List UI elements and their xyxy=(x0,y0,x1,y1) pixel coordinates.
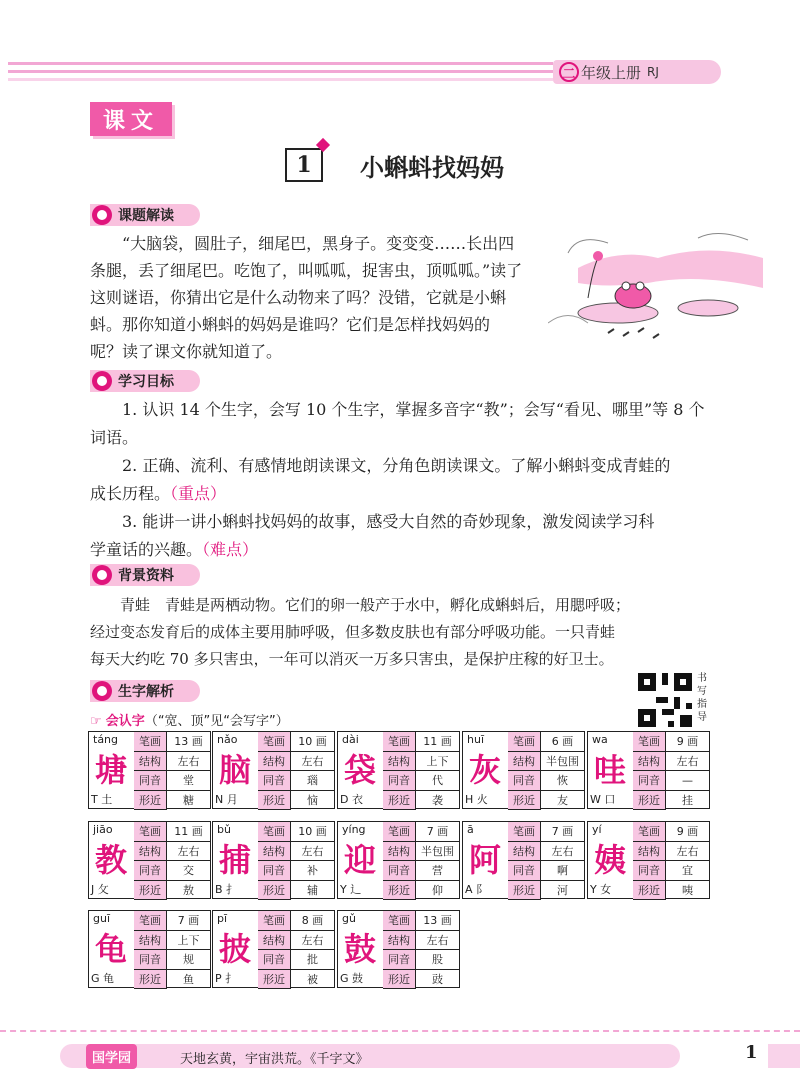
index-letter: P 扌 xyxy=(215,972,237,985)
stroke-count: 9 画 xyxy=(666,822,710,841)
chars-heading: 生字解析 xyxy=(90,680,200,702)
char-info-table: 笔画 10 画 结构 左右 同音 补 形近 辅 xyxy=(258,822,334,900)
index-letter: W 口 xyxy=(590,793,616,806)
similar-char: 友 xyxy=(557,794,568,807)
pinyin: dài xyxy=(342,733,359,746)
stroke-count: 11 画 xyxy=(167,822,211,841)
homophone: 交 xyxy=(167,861,211,881)
pinyin: yí xyxy=(592,823,602,836)
goals-heading: 学习目标 xyxy=(90,370,200,392)
char-card xyxy=(587,731,710,809)
char-info-table: 笔画 6 画 结构 半包围 同音 恢 形近 友 xyxy=(508,732,584,810)
stroke-count: 10 画 xyxy=(291,732,335,751)
background-heading: 背景资料 xyxy=(90,564,200,586)
structure: 左右 xyxy=(167,841,211,861)
pinyin: guī xyxy=(93,912,111,925)
pinyin: wa xyxy=(592,733,608,746)
stroke-count: 11 画 xyxy=(416,732,460,751)
pinyin: bǔ xyxy=(217,823,231,836)
qr-caption: 书写指导 xyxy=(697,673,707,723)
char-card xyxy=(212,821,335,899)
guoxue-badge: 国学园 xyxy=(66,1044,156,1068)
char-info-table: 笔画 7 画 结构 半包围 同音 营 形近 仰 xyxy=(383,822,459,900)
background-text: 青蛙 青蛙是两栖动物。它们的卵一般产于水中，孵化成蝌蚪后，用腮呼吸； 经过变态发育后的成体主要用肺呼吸，但多数皮肤也有部分呼吸功能。一只青蛙 每天大约吃 70 多只害虫，一年可以消灭一万多只害虫，是保护庄稼的好卫士。 xyxy=(90,596,631,668)
structure: 左右 xyxy=(291,930,335,950)
similar-char: 袭 xyxy=(432,794,443,807)
char-card xyxy=(462,821,585,899)
character: 塘 xyxy=(94,751,127,789)
index-letter: N 月 xyxy=(215,793,238,806)
similar-char: 仰 xyxy=(432,884,443,897)
char-card xyxy=(337,821,460,899)
char-info-table: 笔画 13 画 结构 左右 同音 股 形近 豉 xyxy=(383,911,459,989)
similar-char: 咦 xyxy=(682,884,693,897)
page-number: 1 xyxy=(745,1042,758,1063)
homophone: 宜 xyxy=(666,861,710,881)
similar-char: 辅 xyxy=(307,884,318,897)
structure: 左右 xyxy=(666,751,710,771)
homophone: 批 xyxy=(291,950,335,970)
index-letter: H 火 xyxy=(465,793,488,806)
smiley-icon xyxy=(92,565,112,585)
similar-char: 挂 xyxy=(682,794,693,807)
structure: 上下 xyxy=(167,930,211,950)
stroke-count: 9 画 xyxy=(666,732,710,751)
pinyin: pī xyxy=(217,912,228,925)
recognize-subheading: ☞ 会认字（“宽、顶”见“会写字”） xyxy=(90,714,289,729)
stroke-count: 7 画 xyxy=(416,822,460,841)
char-card xyxy=(88,731,211,809)
character: 灰 xyxy=(468,751,501,789)
char-card xyxy=(212,731,335,809)
homophone: 瑙 xyxy=(291,771,335,791)
grade-tab xyxy=(553,60,721,84)
character: 阿 xyxy=(468,841,501,879)
difficulty-tag: （难点） xyxy=(202,540,259,559)
character: 脑 xyxy=(218,751,251,789)
index-letter: J 攵 xyxy=(91,883,109,896)
character: 龟 xyxy=(94,930,127,968)
intro-heading: 课题解读 xyxy=(90,204,200,226)
similar-char: 恼 xyxy=(307,794,318,807)
section-tag: 课文 xyxy=(90,102,172,136)
grade-number: 二 xyxy=(559,62,579,82)
char-card xyxy=(337,731,460,809)
pinyin: jiāo xyxy=(93,823,113,836)
pinyin: ā xyxy=(467,823,474,836)
pinyin: yíng xyxy=(342,823,366,836)
goals-list: 1. 认识 14 个生字，会写 10 个生字，掌握多音字“教”；会写“看见、哪里”等 8 个 词语。 2. 正确、流利、有感情地朗读课文，分角色朗读课文。了解小蝌蚪变成青蛙的 成长历程。（重点） 3. 能讲一讲小蝌蚪找妈妈的故事，感受大自然的奇妙现象，激发阅读学习科 学童话的兴趣。（难点） xyxy=(90,400,705,559)
char-info-table: 笔画 11 画 结构 上下 同音 代 形近 袭 xyxy=(383,732,459,810)
index-letter: D 衣 xyxy=(340,793,363,806)
structure: 左右 xyxy=(291,841,335,861)
char-info-table: 笔画 8 画 结构 左右 同音 批 形近 被 xyxy=(258,911,334,989)
character: 捕 xyxy=(218,841,251,879)
homophone: 股 xyxy=(416,950,460,970)
char-info-table: 笔画 11 画 结构 左右 同音 交 形近 敖 xyxy=(134,822,210,900)
char-card xyxy=(462,731,585,809)
char-card xyxy=(587,821,710,899)
character: 袋 xyxy=(343,751,376,789)
stroke-count: 7 画 xyxy=(541,822,585,841)
char-card xyxy=(212,910,335,988)
similar-char: 被 xyxy=(307,973,318,986)
structure: 左右 xyxy=(541,841,585,861)
stroke-count: 13 画 xyxy=(416,911,460,930)
character: 姨 xyxy=(593,841,626,879)
char-info-table: 笔画 7 画 结构 左右 同音 啊 形近 河 xyxy=(508,822,584,900)
structure: 左右 xyxy=(167,751,211,771)
homophone: 代 xyxy=(416,771,460,791)
char-info-table: 笔画 13 画 结构 左右 同音 堂 形近 糖 xyxy=(134,732,210,810)
smiley-icon xyxy=(92,681,112,701)
char-info-table: 笔画 9 画 结构 左右 同音 — 形近 挂 xyxy=(633,732,709,810)
hand-icon: ☞ xyxy=(90,714,102,729)
character: 鼓 xyxy=(343,930,376,968)
lesson-number: 1 xyxy=(285,148,323,182)
structure: 半包围 xyxy=(416,841,460,861)
similar-char: 鱼 xyxy=(183,973,194,986)
header-rule xyxy=(8,62,553,65)
stroke-count: 6 画 xyxy=(541,732,585,751)
lesson-title: 小蝌蚪找妈妈 xyxy=(360,154,504,182)
grade-label: 年级上册 xyxy=(581,63,642,82)
homophone: 营 xyxy=(416,861,460,881)
homophone: 恢 xyxy=(541,771,585,791)
index-letter: T 土 xyxy=(91,793,113,806)
char-info-table: 笔画 7 画 结构 上下 同音 规 形近 鱼 xyxy=(134,911,210,989)
pinyin: nǎo xyxy=(217,733,238,746)
pinyin: huī xyxy=(467,733,484,746)
similar-char: 豉 xyxy=(432,973,443,986)
pond-illustration xyxy=(548,228,770,348)
structure: 左右 xyxy=(666,841,710,861)
index-letter: A 阝 xyxy=(465,883,488,896)
index-letter: G 鼓 xyxy=(340,972,364,985)
character: 迎 xyxy=(343,841,376,879)
character: 教 xyxy=(94,841,127,879)
key-point-tag: （重点） xyxy=(170,484,227,503)
char-card xyxy=(88,821,211,899)
footer-quote: 天地玄黄，宇宙洪荒。《千字文》 xyxy=(180,1052,369,1067)
index-letter: B 扌 xyxy=(215,883,238,896)
char-card xyxy=(337,910,460,988)
index-letter: Y 女 xyxy=(590,883,612,896)
structure: 半包围 xyxy=(541,751,585,771)
index-letter: G 龟 xyxy=(91,972,115,985)
header-rule xyxy=(8,78,553,81)
index-letter: Y 辶 xyxy=(340,883,362,896)
pinyin: gǔ xyxy=(342,912,356,925)
footer-rule xyxy=(0,1030,800,1032)
smiley-icon xyxy=(92,371,112,391)
homophone: 堂 xyxy=(167,771,211,791)
char-info-table: 笔画 9 画 结构 左右 同音 宜 形近 咦 xyxy=(633,822,709,900)
homophone: — xyxy=(666,771,710,791)
edition-label: RJ xyxy=(647,65,659,79)
stroke-count: 13 画 xyxy=(167,732,211,751)
structure: 左右 xyxy=(291,751,335,771)
character: 哇 xyxy=(593,751,626,789)
stroke-count: 8 画 xyxy=(291,911,335,930)
qr-code-icon[interactable] xyxy=(638,673,692,727)
structure: 左右 xyxy=(416,930,460,950)
homophone: 啊 xyxy=(541,861,585,881)
homophone: 规 xyxy=(167,950,211,970)
similar-char: 河 xyxy=(557,884,568,897)
intro-text: “大脑袋，圆肚子，细尾巴，黑身子。变变变……长出四 条腿，丢了细尾巴。吃饱了，叫呱呱，捉害虫，顶呱呱。”读了 这则谜语，你猜出它是什么动物来了吗？没错，它就是小蝌 蚪。那你知道小蝌蚪的妈妈是谁吗？它们是怎样找妈妈的 呢？读了课文你就知道了。 xyxy=(90,234,523,361)
stroke-count: 7 画 xyxy=(167,911,211,930)
char-card xyxy=(88,910,211,988)
page-tab xyxy=(768,1044,800,1068)
smiley-icon xyxy=(92,205,112,225)
header-rule xyxy=(8,70,553,73)
stroke-count: 10 画 xyxy=(291,822,335,841)
char-info-table: 笔画 10 画 结构 左右 同音 瑙 形近 恼 xyxy=(258,732,334,810)
similar-char: 糖 xyxy=(183,794,194,807)
pinyin: táng xyxy=(93,733,119,746)
homophone: 补 xyxy=(291,861,335,881)
similar-char: 敖 xyxy=(183,884,194,897)
structure: 上下 xyxy=(416,751,460,771)
character: 披 xyxy=(218,930,251,968)
